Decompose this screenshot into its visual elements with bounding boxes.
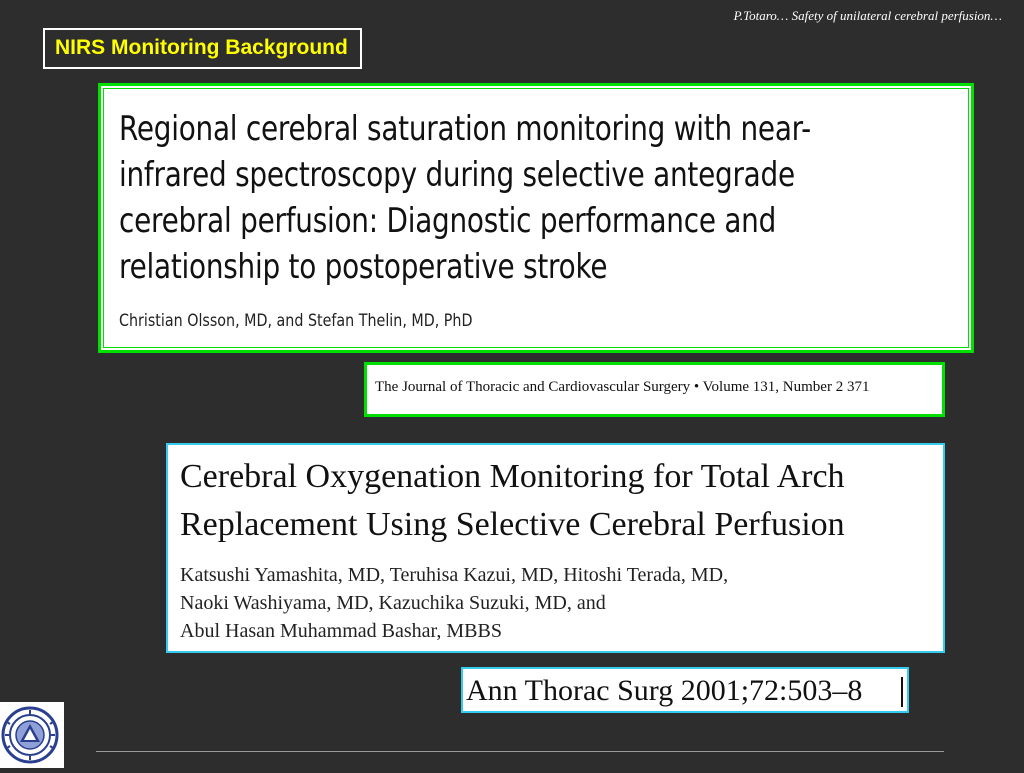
article1-authors: Christian Olsson, MD, and Stefan Thelin, MD, PhD <box>119 311 473 331</box>
article2-reference: Ann Thorac Surg 2001;72:503–8 <box>466 674 863 707</box>
article2-title-line1: Cerebral Oxygenation Monitoring for Total Arch <box>180 458 845 495</box>
article2-title-card <box>166 443 945 653</box>
header-note: P.Totaro… Safety of unilateral cerebral perfusion… <box>733 8 1002 23</box>
article2-authors-line3: Abul Hasan Muhammad Bashar, MBBS <box>180 620 502 642</box>
article1-reference-card <box>364 362 945 417</box>
footer-divider <box>96 751 944 752</box>
text-cursor <box>901 677 903 707</box>
seal-icon <box>0 702 64 768</box>
slide-title: NIRS Monitoring Background <box>43 28 362 69</box>
article2-title <box>180 453 845 549</box>
article2-authors <box>180 561 728 645</box>
university-seal-logo <box>0 702 64 768</box>
article2-title-line2: Replacement Using Selective Cerebral Perfusion <box>180 506 845 543</box>
article2-authors-line1: Katsushi Yamashita, MD, Teruhisa Kazui, MD, Hitoshi Terada, MD, <box>180 564 729 586</box>
article1-title: Regional cerebral saturation monitoring with near-infrared spectroscopy during selective antegrade cerebral perfusion: Diagnostic performance and relationship to postoperative stroke <box>119 109 811 287</box>
article2-authors-line2: Naoki Washiyama, MD, Kazuchika Suzuki, MD, and <box>180 592 606 614</box>
article2-reference-card <box>461 667 909 713</box>
article1-reference: The Journal of Thoracic and Cardiovascular Surgery • Volume 131, Number 2 371 <box>375 379 870 395</box>
article1-title-card <box>98 83 974 353</box>
